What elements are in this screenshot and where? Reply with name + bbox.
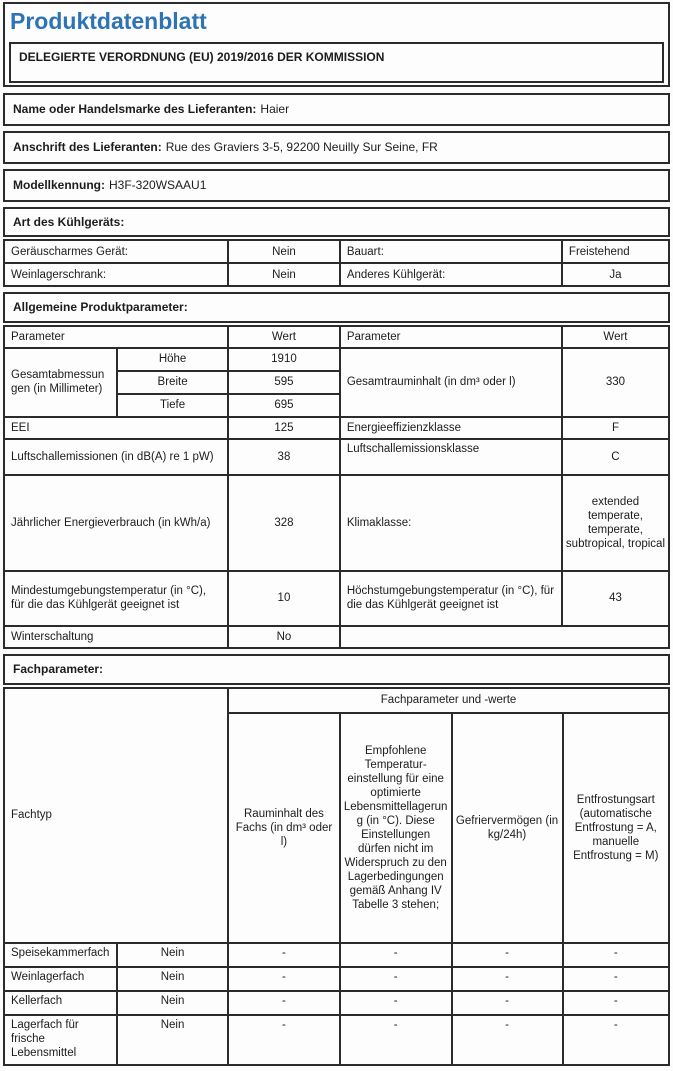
cell-label: Luftschallemissionen (in dB(A) re 1 pW) [4, 439, 228, 475]
cell-compartment-name: Kellerfach [4, 991, 117, 1015]
cell-label: Gesamtrauminhalt (in dm³ oder l) [340, 348, 562, 417]
cell-value: 1910 [228, 348, 340, 371]
table-row [4, 626, 669, 648]
column-header: Parameter [340, 326, 562, 348]
supplier-address-value: Rue des Graviers 3-5, 92200 Neuilly Sur Seine, FR [165, 139, 438, 154]
general-section-heading: Allgemeine Produktparameter: [13, 300, 188, 315]
model-value: H3F-320WSAAU1 [109, 177, 207, 192]
cell-present: Nein [117, 943, 228, 967]
table-row [4, 571, 669, 626]
cell-sublabel: Tiefe [117, 394, 228, 417]
cell-compartment-name: Weinlagerfach [4, 967, 117, 991]
cell-label: Klimaklasse: [340, 475, 562, 571]
general-section-heading-box [3, 292, 670, 323]
cell-value: - [228, 1015, 340, 1065]
cell-label: Anderes Kühlgerät: [340, 263, 562, 286]
cell-value: - [563, 1015, 669, 1065]
cell-value: - [563, 943, 669, 967]
cell-label: Energieeffizienzklasse [340, 417, 562, 439]
cell-value: 695 [228, 394, 340, 417]
cell-present: Nein [117, 1015, 228, 1065]
cell-label: Höchstumgebungstemperatur (in °C), für die das Kühlgerät geeignet ist [340, 571, 562, 626]
cell-label: Winterschaltung [4, 626, 228, 648]
cell-value: 43 [562, 571, 669, 626]
empty-cell [340, 626, 669, 648]
cell-value: 125 [228, 417, 340, 439]
cell-label: Luftschallemissionsklasse [340, 439, 562, 475]
cell-value: - [452, 1015, 563, 1065]
cell-sublabel: Höhe [117, 348, 228, 371]
table-row [4, 943, 669, 967]
cell-present: Nein [117, 967, 228, 991]
table-row [4, 439, 669, 475]
row-header-fachtyp: Fachtyp [4, 688, 228, 943]
cell-value: - [452, 967, 563, 991]
cell-value: 595 [228, 371, 340, 394]
cell-value: - [340, 967, 452, 991]
table-row [4, 991, 669, 1015]
supplier-name-box [3, 93, 670, 126]
column-header: Wert [562, 326, 669, 348]
compartment-table [3, 687, 670, 1066]
cell-value: - [340, 991, 452, 1015]
cell-value: - [228, 991, 340, 1015]
group-header: Fachparameter und -werte [228, 688, 669, 713]
cell-label: Geräuscharmes Gerät: [4, 240, 228, 263]
cell-sublabel: Breite [117, 371, 228, 394]
table-row [4, 475, 669, 571]
supplier-name-value: Haier [260, 101, 290, 116]
table-header-row [4, 326, 669, 348]
cell-value: - [228, 967, 340, 991]
cell-value: F [562, 417, 669, 439]
cell-value: - [452, 991, 563, 1015]
table-header-row [4, 688, 669, 713]
model-label: Modellkennung: [13, 177, 105, 192]
column-header: Rauminhalt des Fachs (in dm³ oder l) [228, 713, 340, 943]
cell-value: Nein [228, 263, 340, 286]
cell-value: 38 [228, 439, 340, 475]
cell-value: No [228, 626, 340, 648]
cell-compartment-name: Lagerfach für frische Lebensmittel [4, 1015, 117, 1065]
cell-value: - [228, 943, 340, 967]
cell-value: Ja [562, 263, 669, 286]
cell-value: Nein [228, 240, 340, 263]
page-title: Produktdatenblatt [10, 8, 207, 34]
column-header: Parameter [4, 326, 228, 348]
compartment-section-heading: Fachparameter: [13, 661, 104, 676]
regulation-text: DELEGIERTE VERORDNUNG (EU) 2019/2016 DER KOMMISSION [19, 50, 385, 65]
cell-value: 10 [228, 571, 340, 626]
compartment-section-heading-box [3, 654, 670, 685]
cell-label: Gesamtabmessungen (in Millimeter) [4, 348, 117, 417]
cell-value: - [340, 943, 452, 967]
cell-value: 328 [228, 475, 340, 571]
cell-value: C [562, 439, 669, 475]
table-row [4, 348, 669, 371]
table-row [4, 240, 669, 263]
cell-value: Freistehend [562, 240, 669, 263]
cell-value: 330 [562, 348, 669, 417]
cell-label: Weinlagerschrank: [4, 263, 228, 286]
general-parameters-table [3, 325, 670, 649]
column-header: Gefriervermögen (in kg/24h) [452, 713, 563, 943]
cell-value: - [452, 943, 563, 967]
type-section-heading-box [3, 207, 670, 238]
cell-present: Nein [117, 991, 228, 1015]
cell-value: - [563, 967, 669, 991]
type-table [3, 239, 670, 287]
cell-label: Jährlicher Energieverbrauch (in kWh/a) [4, 475, 228, 571]
header-box [3, 2, 670, 87]
model-box [3, 169, 670, 202]
column-header: Wert [228, 326, 340, 348]
supplier-address-box [3, 131, 670, 164]
cell-value: - [340, 1015, 452, 1065]
cell-label: EEI [4, 417, 228, 439]
regulation-box [9, 42, 664, 83]
type-section-heading: Art des Kühlgeräts: [13, 214, 125, 229]
table-row [4, 967, 669, 991]
supplier-name-label: Name oder Handelsmarke des Lieferanten: [13, 101, 257, 116]
supplier-address-label: Anschrift des Lieferanten: [13, 139, 162, 154]
table-row [4, 417, 669, 439]
cell-label: Mindestumgebungstemperatur (in °C), für die das Kühlgerät geeignet ist [4, 571, 228, 626]
cell-label: Bauart: [340, 240, 562, 263]
cell-value: - [563, 991, 669, 1015]
column-header: Entfrostungsart (automatische Entfrostung = A, manuelle Entfrostung = M) [563, 713, 669, 943]
table-row [4, 1015, 669, 1065]
column-header: Empfohlene Temperatur-einstellung für eine optimierte Lebensmittellagerung (in °C). Diese Einstellungen dürfen nicht im Widerspruch zu den Lagerbedingungen gemäß Anhang IV Tabelle 3 stehen; [340, 713, 452, 943]
table-row [4, 263, 669, 286]
cell-value: extended temperate, temperate, subtropical, tropical [562, 475, 669, 571]
cell-compartment-name: Speisekammerfach [4, 943, 117, 967]
